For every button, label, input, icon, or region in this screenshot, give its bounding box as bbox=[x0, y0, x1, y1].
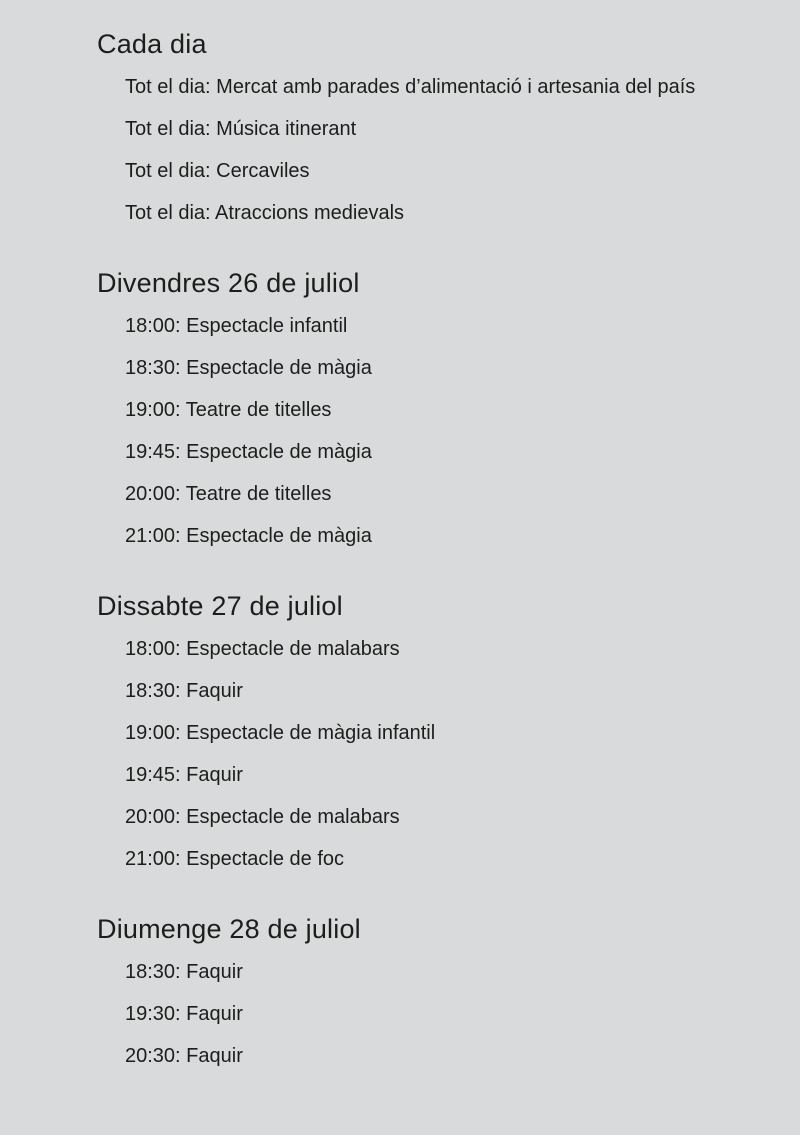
schedule-item: 20:30: Faquir bbox=[125, 1045, 243, 1067]
schedule-item: Tot el dia: Música itinerant bbox=[125, 118, 357, 140]
schedule-item: 21:00: Espectacle de màgia bbox=[125, 525, 372, 547]
schedule-item: 18:30: Faquir bbox=[125, 961, 243, 983]
schedule-section bbox=[97, 909, 760, 1077]
schedule-item: 21:00: Espectacle de foc bbox=[125, 848, 345, 870]
schedule-item: 20:00: Teatre de titelles bbox=[125, 483, 332, 505]
schedule-item: 19:30: Faquir bbox=[125, 1003, 243, 1025]
section-title: Cada dia bbox=[97, 29, 207, 59]
section-item-list bbox=[125, 628, 760, 880]
schedule-item: Tot el dia: Atraccions medievals bbox=[125, 202, 405, 224]
schedule-item: 18:00: Espectacle de malabars bbox=[125, 638, 400, 660]
section-title: Diumenge 28 de juliol bbox=[97, 914, 361, 944]
section-title: Divendres 26 de juliol bbox=[97, 268, 360, 298]
section-item-list bbox=[125, 66, 760, 234]
schedule-item: 18:00: Espectacle infantil bbox=[125, 315, 348, 337]
section-title: Dissabte 27 de juliol bbox=[97, 591, 343, 621]
schedule-section bbox=[97, 263, 760, 557]
schedule-item: 18:30: Faquir bbox=[125, 680, 243, 702]
schedule-item: 18:30: Espectacle de màgia bbox=[125, 357, 372, 379]
schedule-item: 19:45: Espectacle de màgia bbox=[125, 441, 372, 463]
schedule-item: 19:00: Espectacle de màgia infantil bbox=[125, 722, 436, 744]
schedule-item: Tot el dia: Mercat amb parades d’alimentació i artesania del país bbox=[125, 76, 696, 98]
schedule-item: 20:00: Espectacle de malabars bbox=[125, 806, 400, 828]
schedule-item: 19:00: Teatre de titelles bbox=[125, 399, 332, 421]
schedule-item: 19:45: Faquir bbox=[125, 764, 243, 786]
section-item-list bbox=[125, 305, 760, 557]
schedule-section bbox=[97, 586, 760, 880]
section-item-list bbox=[125, 951, 760, 1077]
schedule-section bbox=[97, 24, 760, 234]
schedule-item: Tot el dia: Cercaviles bbox=[125, 160, 310, 182]
